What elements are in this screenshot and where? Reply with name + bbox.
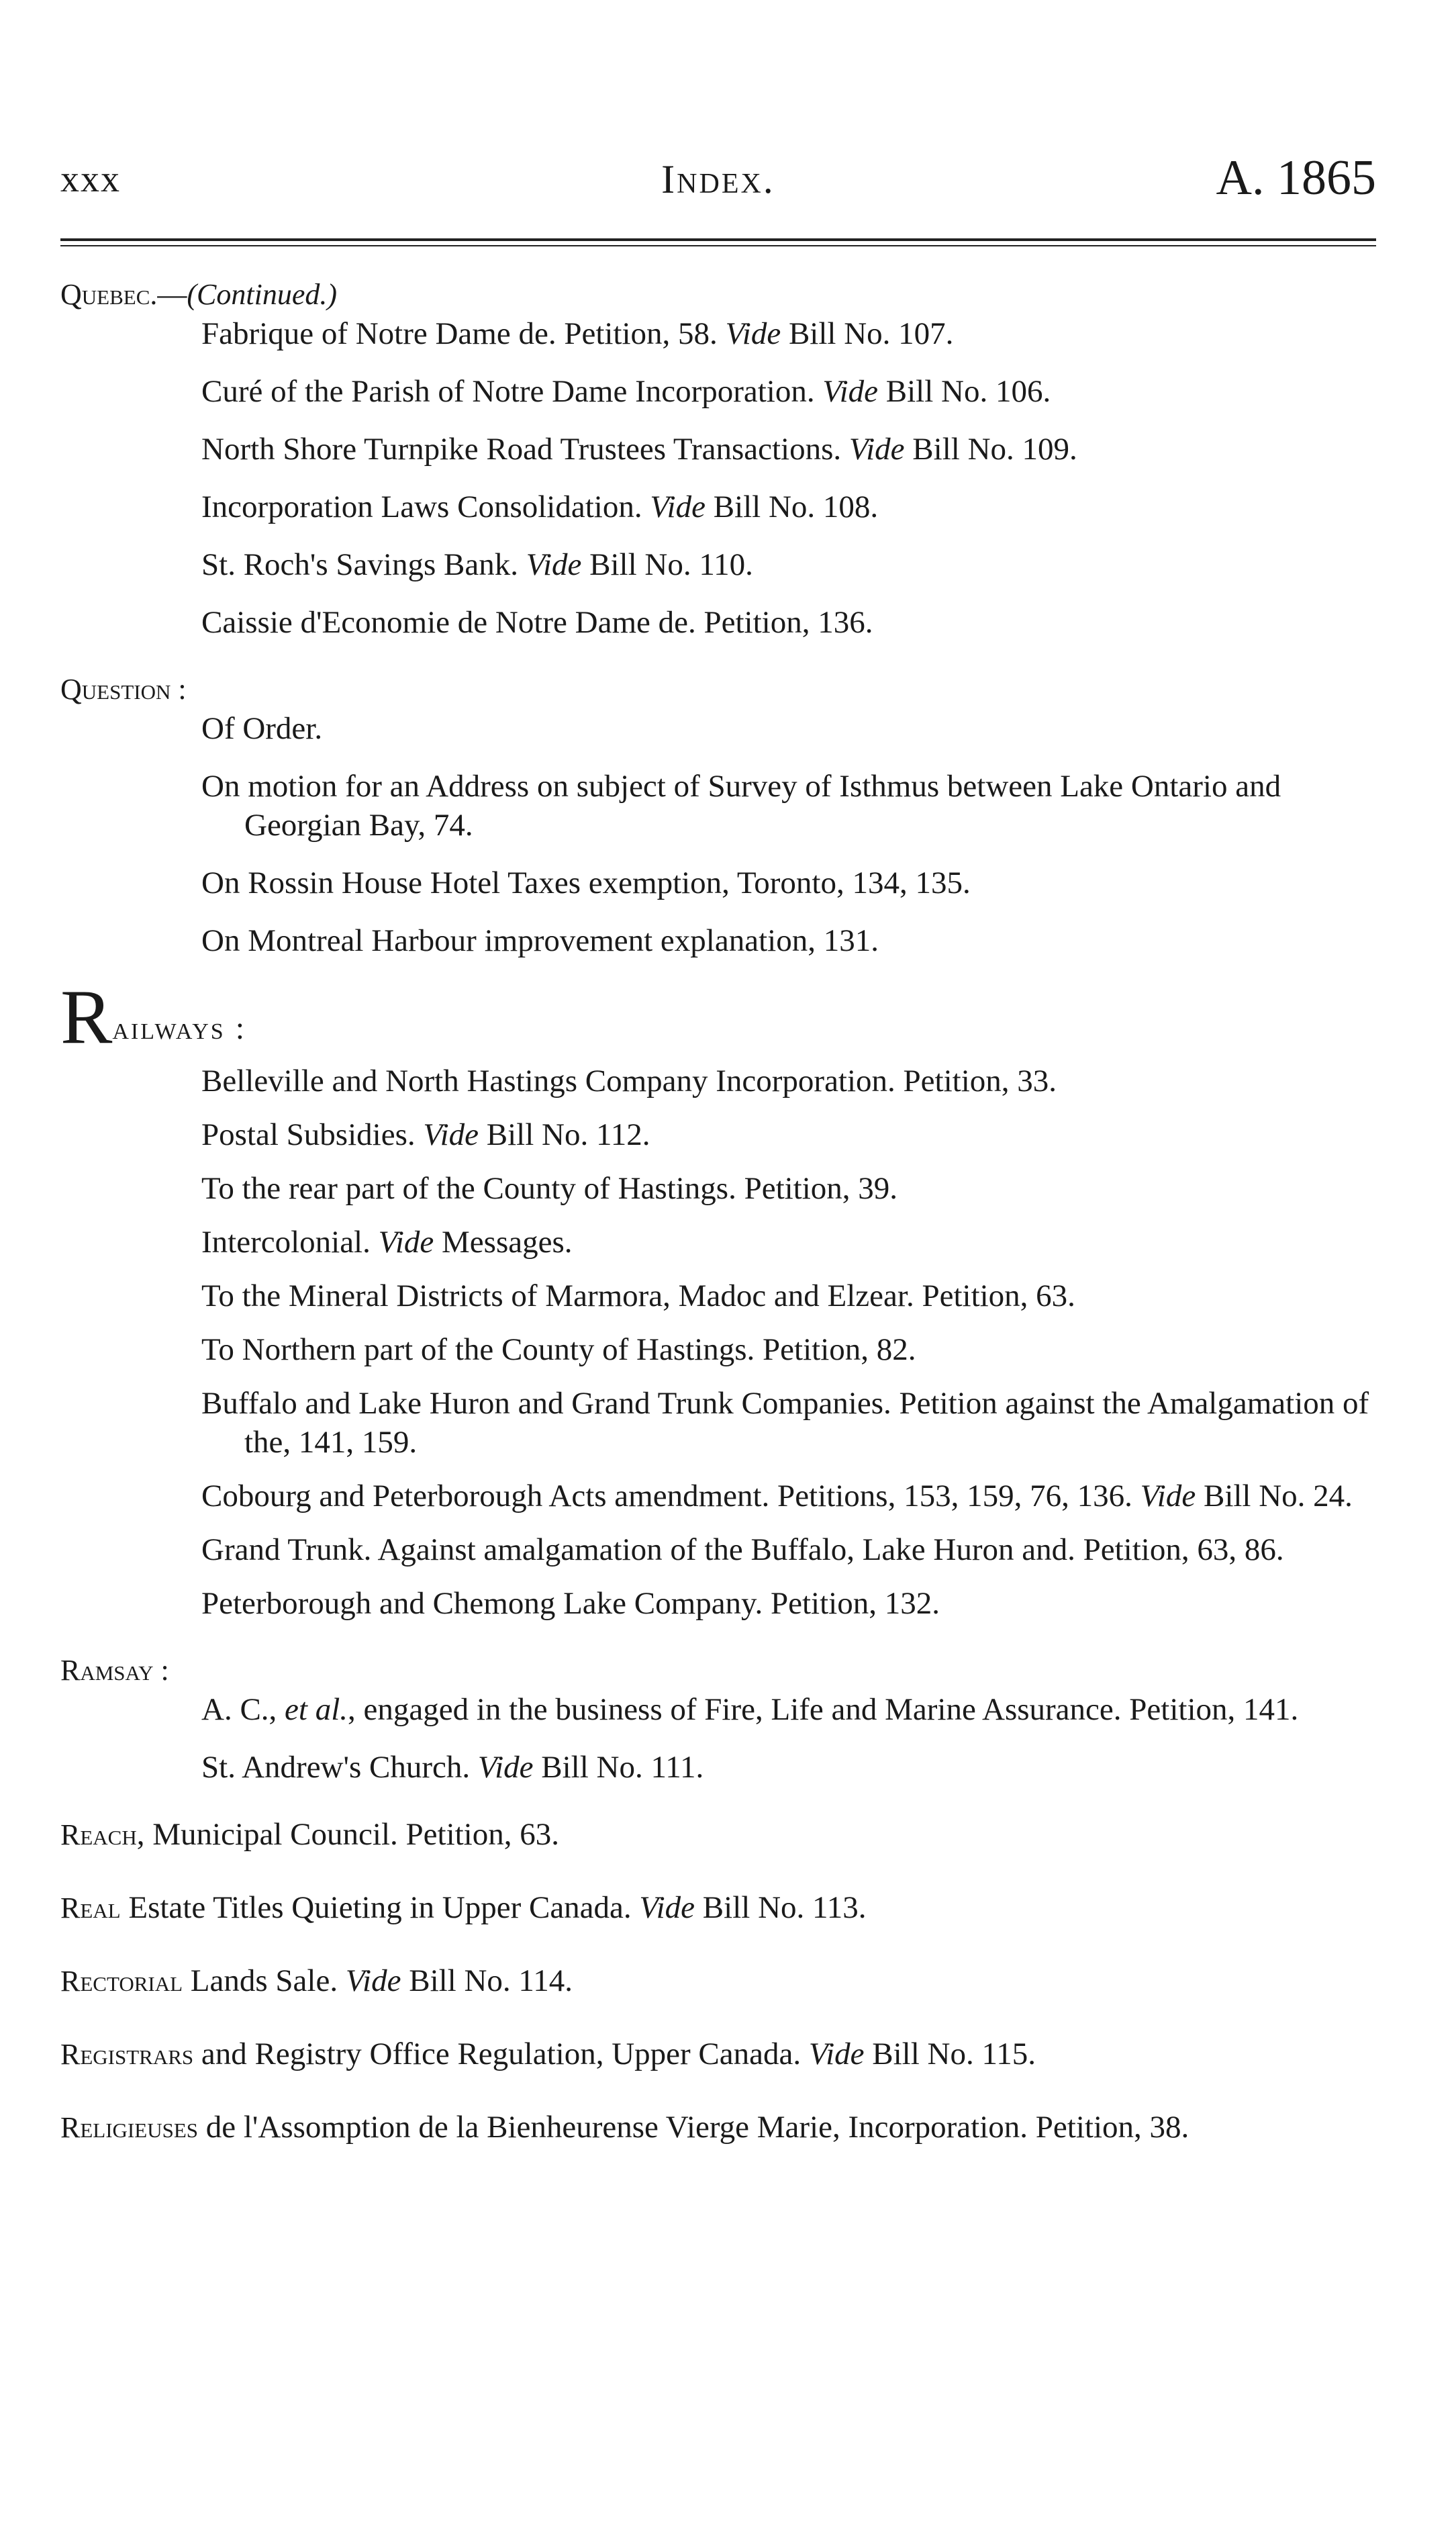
section-question	[60, 670, 1376, 960]
index-entry: North Shore Turnpike Road Trustees Transactions. Vide Bill No. 109.	[201, 432, 1077, 467]
index-entry: To Northern part of the County of Hastings. Petition, 82.	[201, 1332, 916, 1367]
index-entry: Curé of the Parish of Notre Dame Incorporation. Vide Bill No. 106.	[201, 374, 1051, 409]
session-label: A. 1865	[1216, 150, 1376, 205]
section-heading: Ramsay :	[60, 1654, 169, 1687]
index-entry: Postal Subsidies. Vide Bill No. 112.	[201, 1117, 650, 1152]
section-ramsay	[60, 1651, 1376, 1787]
index-entry-registrars: Registrars and Registry Office Regulation, Upper Canada. Vide Bill No. 115.	[60, 2037, 1036, 2071]
index-entry: Incorporation Laws Consolidation. Vide Bill No. 108.	[201, 489, 879, 524]
index-entry-reach: Reach, Municipal Council. Petition, 63.	[60, 1817, 559, 1852]
index-entry: Grand Trunk. Against amalgamation of the Buffalo, Lake Huron and. Petition, 63, 86.	[201, 1532, 1284, 1567]
index-entry: To the Mineral Districts of Marmora, Madoc and Elzear. Petition, 63.	[201, 1278, 1075, 1313]
section-heading: Quebec.—(Continued.)	[60, 278, 338, 311]
index-entry: On Montreal Harbour improvement explanation, 131.	[201, 923, 879, 958]
section-railways	[60, 974, 1376, 1623]
section-heading: Question :	[60, 673, 187, 706]
index-entry: St. Andrew's Church. Vide Bill No. 111.	[201, 1750, 704, 1785]
index-entry-rectorial: Rectorial Lands Sale. Vide Bill No. 114.	[60, 1963, 573, 1998]
section-heading-railways: Railways :	[60, 974, 247, 1060]
page-header	[60, 144, 1376, 218]
section-quebec	[60, 275, 1376, 642]
page-title: Index.	[661, 157, 775, 201]
index-entry: St. Roch's Savings Bank. Vide Bill No. 110.	[201, 547, 753, 582]
index-entry: Of Order.	[201, 711, 323, 746]
index-entry: Buffalo and Lake Huron and Grand Trunk Companies. Petition against the Amalgamation of the, 141, 159.	[201, 1386, 1369, 1460]
index-entry: A. C., et al., engaged in the business of Fire, Life and Marine Assurance. Petition, 141.	[201, 1692, 1299, 1727]
index-entry: Peterborough and Chemong Lake Company. Petition, 132.	[201, 1586, 940, 1621]
index-entry-real-estate: Real Estate Titles Quieting in Upper Canada. Vide Bill No. 113.	[60, 1890, 867, 1925]
page-number: xxx	[60, 158, 121, 200]
index-entry: Intercolonial. Vide Messages.	[201, 1225, 573, 1260]
header-rule-thick	[60, 238, 1376, 241]
index-entry: On Rossin House Hotel Taxes exemption, Toronto, 134, 135.	[201, 866, 971, 900]
index-entry: Cobourg and Peterborough Acts amendment. Petitions, 153, 159, 76, 136. Vide Bill No. 24.	[201, 1479, 1353, 1513]
header-rule-thin	[60, 245, 1376, 246]
index-body	[60, 275, 1376, 2181]
index-entry: Caissie d'Economie de Notre Dame de. Petition, 136.	[201, 605, 873, 640]
index-entry: Fabrique of Notre Dame de. Petition, 58. Vide Bill No. 107.	[201, 316, 954, 351]
index-entry: To the rear part of the County of Hastings. Petition, 39.	[201, 1171, 898, 1206]
index-entry: On motion for an Address on subject of Survey of Isthmus between Lake Ontario and Georgian Bay, 74.	[201, 769, 1281, 843]
index-entry-religieuses: Religieuses de l'Assomption de la Bienheurense Vierge Marie, Incorporation. Petition, 38.	[60, 2110, 1190, 2145]
index-entry: Belleville and North Hastings Company Incorporation. Petition, 33.	[201, 1064, 1057, 1099]
